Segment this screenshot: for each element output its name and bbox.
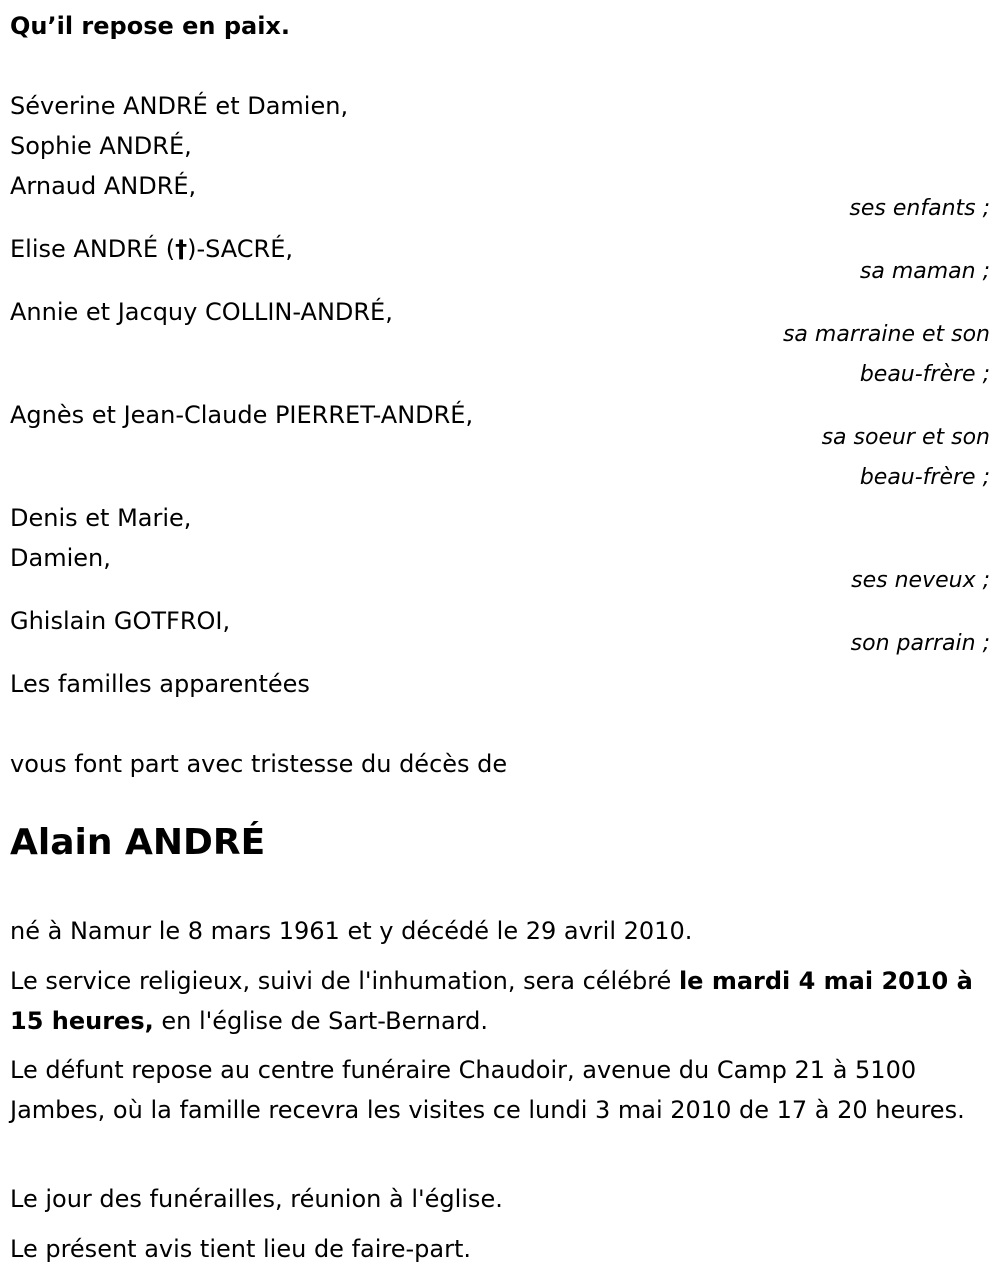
godfather-name: Ghislain GOTFROI, <box>10 607 231 635</box>
birth-death-line: né à Namur le 8 mars 1961 et y décédé le 29 avril 2010. <box>10 917 693 945</box>
notice-line: Le présent avis tient lieu de faire-part. <box>10 1235 472 1263</box>
godmother-name: Annie et Jacquy COLLIN-ANDRÉ, <box>10 298 393 326</box>
godmother-role-line-2: beau-frère ; <box>859 362 990 387</box>
child-name-3: Arnaud ANDRÉ, <box>10 172 197 200</box>
deceased-name: Alain ANDRÉ <box>10 822 266 863</box>
nephew-name-2: Damien, <box>10 544 111 572</box>
nephews-role: ses neveux ; <box>851 568 990 593</box>
service-text-post: en l'église de Sart-Bernard. <box>153 1007 489 1035</box>
mother-name-prefix: Elise ANDRÉ ( <box>10 235 176 263</box>
intro-line: vous font part avec tristesse du décès de <box>10 750 508 778</box>
relatives-line: Les familles apparentées <box>10 670 310 698</box>
sister-role-line-1: sa soeur et son <box>821 425 990 450</box>
prayer-line: Qu’il repose en paix. <box>10 12 291 40</box>
service-text-pre: Le service religieux, suivi de l'inhumation, sera célébré <box>10 967 679 995</box>
sister-name: Agnès et Jean-Claude PIERRET-ANDRÉ, <box>10 401 474 429</box>
godfather-role: son parrain ; <box>850 631 990 656</box>
sister-role-line-2: beau-frère ; <box>859 465 990 490</box>
rest-place-paragraph: Le défunt repose au centre funéraire Chaudoir, avenue du Camp 21 à 5100 Jambes, où la famille recevra les visites ce lundi 3 mai 2010 de 17 à 20 heures. <box>10 1056 965 1124</box>
mother-role: sa maman ; <box>859 259 990 284</box>
mother-name <box>10 229 293 269</box>
mother-name-suffix: )-SACRÉ, <box>187 235 294 263</box>
child-name-1: Séverine ANDRÉ et Damien, <box>10 92 349 120</box>
service-date: le mardi 4 mai 2010 à 15 heures, <box>10 967 973 1035</box>
godmother-role-line-1: sa marraine et son <box>782 322 990 347</box>
obituary-notice <box>10 0 990 1284</box>
cross-icon: † <box>175 235 188 263</box>
funeral-day-line: Le jour des funérailles, réunion à l'église. <box>10 1185 503 1213</box>
children-role: ses enfants ; <box>849 196 990 221</box>
nephew-name-1: Denis et Marie, <box>10 504 192 532</box>
service-paragraph <box>10 961 990 1041</box>
child-name-2: Sophie ANDRÉ, <box>10 132 192 160</box>
